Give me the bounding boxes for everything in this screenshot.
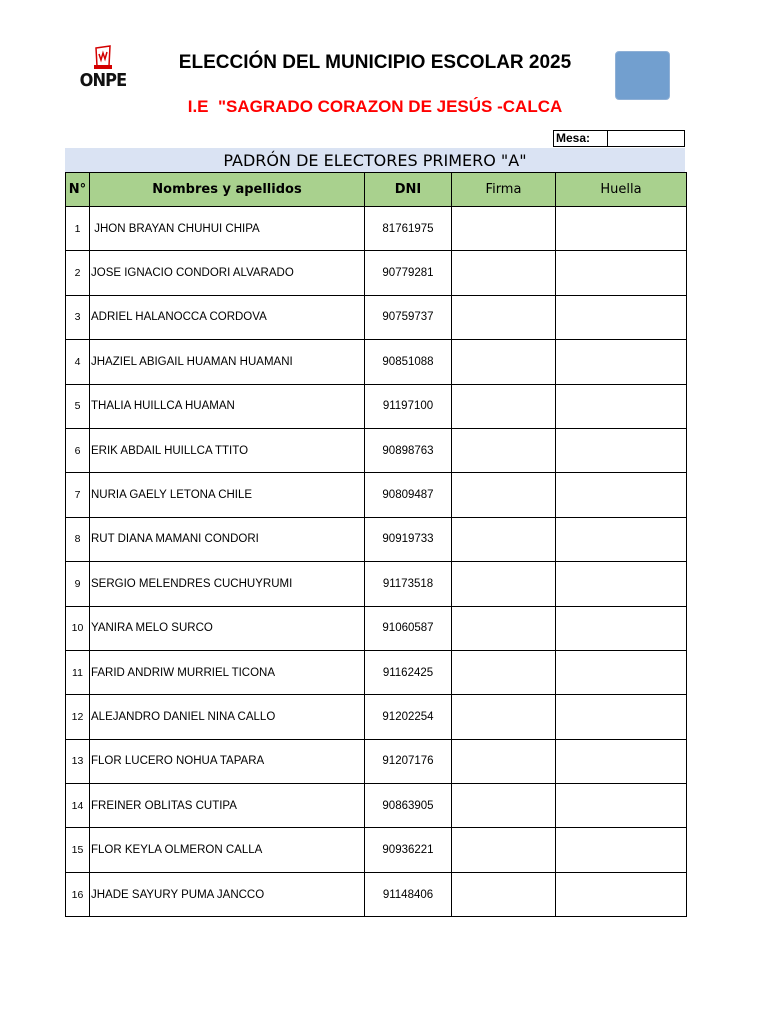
signature-cell[interactable] xyxy=(452,650,556,694)
voter-name: NURIA GAELY LETONA CHILE xyxy=(90,473,365,517)
voter-dni: 91173518 xyxy=(365,562,452,606)
table-row xyxy=(66,428,687,472)
table-row xyxy=(66,606,687,650)
table-header-row xyxy=(66,173,687,207)
onpe-logo xyxy=(76,44,130,96)
voter-name: FARID ANDRIW MURRIEL TICONA xyxy=(90,650,365,694)
fingerprint-cell[interactable] xyxy=(556,340,687,384)
voter-name: SERGIO MELENDRES CUCHUYRUMI xyxy=(90,562,365,606)
table-row xyxy=(66,650,687,694)
voter-dni: 91202254 xyxy=(365,695,452,739)
voter-dni: 90898763 xyxy=(365,428,452,472)
voter-name: FLOR KEYLA OLMERON CALLA xyxy=(90,828,365,872)
signature-cell[interactable] xyxy=(452,251,556,295)
table-row xyxy=(66,739,687,783)
fingerprint-cell[interactable] xyxy=(556,606,687,650)
fingerprint-cell[interactable] xyxy=(556,517,687,561)
row-number: 4 xyxy=(66,340,90,384)
table-row xyxy=(66,784,687,828)
row-number: 15 xyxy=(66,828,90,872)
header-huella: Huella xyxy=(556,173,687,207)
voter-name: ERIK ABDAIL HUILLCA TTITO xyxy=(90,428,365,472)
header-firma: Firma xyxy=(452,173,556,207)
fingerprint-cell[interactable] xyxy=(556,739,687,783)
voter-name: YANIRA MELO SURCO xyxy=(90,606,365,650)
row-number: 5 xyxy=(66,384,90,428)
table-row xyxy=(66,340,687,384)
fingerprint-cell[interactable] xyxy=(556,251,687,295)
row-number: 8 xyxy=(66,517,90,561)
header-dni: DNI xyxy=(365,173,452,207)
signature-cell[interactable] xyxy=(452,295,556,339)
mesa-label: Mesa: xyxy=(553,130,607,147)
voter-dni: 90863905 xyxy=(365,784,452,828)
voter-dni: 90809487 xyxy=(365,473,452,517)
voter-name: FLOR LUCERO NOHUA TAPARA xyxy=(90,739,365,783)
row-number: 10 xyxy=(66,606,90,650)
signature-cell[interactable] xyxy=(452,784,556,828)
signature-cell[interactable] xyxy=(452,606,556,650)
page-title: ELECCIÓN DEL MUNICIPIO ESCOLAR 2025 xyxy=(178,52,572,73)
signature-cell[interactable] xyxy=(452,872,556,916)
voter-dni: 90936221 xyxy=(365,828,452,872)
row-number: 13 xyxy=(66,739,90,783)
signature-cell[interactable] xyxy=(452,517,556,561)
voter-dni: 81761975 xyxy=(365,207,452,251)
padron-title: PADRÓN DE ELECTORES PRIMERO "A" xyxy=(65,148,685,172)
onpe-logo-text: ONPE xyxy=(79,70,127,91)
table-row xyxy=(66,828,687,872)
mesa-field[interactable] xyxy=(607,130,685,147)
fingerprint-cell[interactable] xyxy=(556,428,687,472)
fingerprint-cell[interactable] xyxy=(556,384,687,428)
signature-cell[interactable] xyxy=(452,828,556,872)
table-row xyxy=(66,473,687,517)
voter-name: RUT DIANA MAMANI CONDORI xyxy=(90,517,365,561)
table-row xyxy=(66,384,687,428)
table-row xyxy=(66,872,687,916)
voter-name: FREINER OBLITAS CUTIPA xyxy=(90,784,365,828)
voter-name: ADRIEL HALANOCCA CORDOVA xyxy=(90,295,365,339)
row-number: 1 xyxy=(66,207,90,251)
signature-cell[interactable] xyxy=(452,384,556,428)
fingerprint-cell[interactable] xyxy=(556,473,687,517)
header-number: N° xyxy=(66,173,90,207)
fingerprint-cell[interactable] xyxy=(556,562,687,606)
voter-dni: 90759737 xyxy=(365,295,452,339)
voter-name: JHAZIEL ABIGAIL HUAMAN HUAMANI xyxy=(90,340,365,384)
table-row xyxy=(66,562,687,606)
fingerprint-cell[interactable] xyxy=(556,828,687,872)
fingerprint-cell[interactable] xyxy=(556,295,687,339)
signature-cell[interactable] xyxy=(452,428,556,472)
table-row xyxy=(66,207,687,251)
fingerprint-cell[interactable] xyxy=(556,784,687,828)
voter-table xyxy=(65,172,687,917)
fingerprint-cell[interactable] xyxy=(556,872,687,916)
voter-dni: 91197100 xyxy=(365,384,452,428)
voter-name: JHON BRAYAN CHUHUI CHIPA xyxy=(90,207,365,251)
table-row xyxy=(66,295,687,339)
row-number: 12 xyxy=(66,695,90,739)
blue-box xyxy=(615,51,670,100)
signature-cell[interactable] xyxy=(452,562,556,606)
table-row xyxy=(66,695,687,739)
row-number: 9 xyxy=(66,562,90,606)
voter-dni: 91060587 xyxy=(365,606,452,650)
row-number: 3 xyxy=(66,295,90,339)
table-row xyxy=(66,517,687,561)
voter-name: ALEJANDRO DANIEL NINA CALLO xyxy=(90,695,365,739)
table-row xyxy=(66,251,687,295)
row-number: 16 xyxy=(66,872,90,916)
voter-dni: 91207176 xyxy=(365,739,452,783)
fingerprint-cell[interactable] xyxy=(556,695,687,739)
voter-dni: 91148406 xyxy=(365,872,452,916)
row-number: 11 xyxy=(66,650,90,694)
fingerprint-cell[interactable] xyxy=(556,207,687,251)
voter-name: JHADE SAYURY PUMA JANCCO xyxy=(90,872,365,916)
row-number: 6 xyxy=(66,428,90,472)
row-number: 14 xyxy=(66,784,90,828)
signature-cell[interactable] xyxy=(452,473,556,517)
row-number: 2 xyxy=(66,251,90,295)
signature-cell[interactable] xyxy=(452,739,556,783)
voter-dni: 90779281 xyxy=(365,251,452,295)
voter-name: THALIA HUILLCA HUAMAN xyxy=(90,384,365,428)
voter-dni: 90851088 xyxy=(365,340,452,384)
header-name: Nombres y apellidos xyxy=(90,173,365,207)
voter-dni: 91162425 xyxy=(365,650,452,694)
row-number: 7 xyxy=(66,473,90,517)
fingerprint-cell[interactable] xyxy=(556,650,687,694)
voter-name: JOSE IGNACIO CONDORI ALVARADO xyxy=(90,251,365,295)
signature-cell[interactable] xyxy=(452,695,556,739)
signature-cell[interactable] xyxy=(452,207,556,251)
school-subtitle: I.E "SAGRADO CORAZON DE JESÚS -CALCA xyxy=(187,97,563,116)
signature-cell[interactable] xyxy=(452,340,556,384)
voter-dni: 90919733 xyxy=(365,517,452,561)
